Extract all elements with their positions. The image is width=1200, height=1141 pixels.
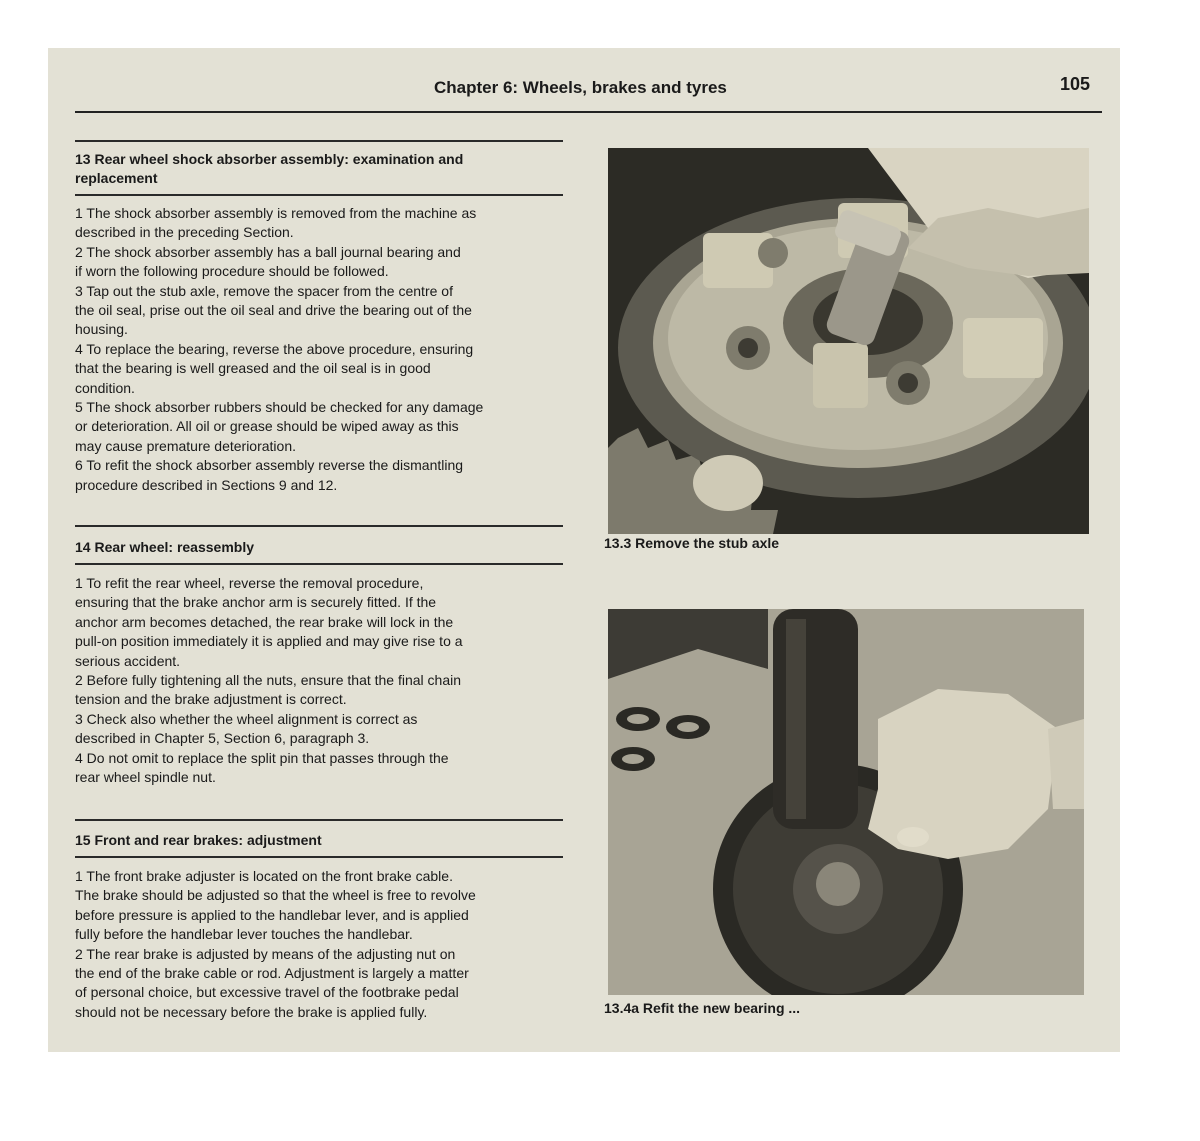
text-line: may cause premature deterioration. [75, 437, 296, 454]
section-13-heading [75, 142, 575, 194]
text-line: 2 The shock absorber assembly has a ball journal bearing and [75, 243, 461, 260]
text-line: the end of the brake cable or rod. Adjustment is largely a matter [75, 965, 469, 982]
text-line: 1 The shock absorber assembly is removed from the machine as [75, 205, 477, 221]
text-line: of personal choice, but excessive travel of the footbrake pedal [75, 984, 459, 1001]
heading-line: replacement [75, 170, 158, 186]
photo-stub-axle-illustration [608, 148, 1089, 534]
text-line: 1 The front brake adjuster is located on the front brake cable. [75, 868, 453, 884]
heading-line: 14 Rear wheel: reassembly [75, 539, 254, 555]
section-13 [75, 140, 575, 495]
photo-refit-bearing [608, 609, 1084, 995]
text-line: serious accident. [75, 652, 181, 669]
section-15 [75, 819, 575, 1022]
text-line: or deterioration. All oil or grease should be wiped away as this [75, 418, 459, 435]
heading-line: 15 Front and rear brakes: adjustment [75, 832, 322, 848]
text-line: 6 To refit the shock absorber assembly reverse the dismantling [75, 457, 464, 474]
text-line: before pressure is applied to the handlebar lever, and is applied [75, 906, 469, 923]
text-line: condition. [75, 379, 135, 396]
text-line: housing. [75, 321, 128, 338]
text-line: described in the preceding Section. [75, 224, 294, 241]
text-line: tension and the brake adjustment is correct. [75, 691, 347, 708]
text-line: 2 Before fully tightening all the nuts, ensure that the final chain [75, 672, 462, 689]
text-line: rear wheel spindle nut. [75, 769, 216, 786]
text-line: 1 To refit the rear wheel, reverse the removal procedure, [75, 575, 424, 591]
text-line: 5 The shock absorber rubbers should be checked for any damage [75, 399, 484, 416]
section-14-heading [75, 527, 575, 563]
figure-caption-13-3: 13.3 Remove the stub axle [604, 535, 780, 551]
text-line: 2 The rear brake is adjusted by means of the adjusting nut on [75, 945, 456, 962]
chapter-title: Chapter 6: Wheels, brakes and tyres [434, 78, 727, 97]
text-line: The brake should be adjusted so that the wheel is free to revolve [75, 887, 476, 904]
section-15-body [75, 858, 575, 1022]
text-line: should not be necessary before the brake is applied fully. [75, 1003, 428, 1020]
text-line: described in Chapter 5, Section 6, paragraph 3. [75, 730, 370, 747]
photo-refit-bearing-illustration [608, 609, 1084, 995]
photo-stub-axle [608, 148, 1089, 534]
page-number: 105 [1059, 74, 1090, 94]
text-line: that the bearing is well greased and the oil seal is in good [75, 360, 431, 377]
text-line: pull-on position immediately it is applied and may give rise to a [75, 633, 463, 650]
text-line: the oil seal, prise out the oil seal and drive the bearing out of the [75, 302, 472, 319]
section-14 [75, 525, 575, 787]
text-line: ensuring that the brake anchor arm is securely fitted. If the [75, 594, 437, 611]
text-line: anchor arm becomes detached, the rear brake will lock in the [75, 613, 454, 630]
section-13-body [75, 196, 575, 495]
figure-caption-13-4a: 13.4a Refit the new bearing ... [604, 1000, 801, 1016]
text-line: 4 Do not omit to replace the split pin that passes through the [75, 749, 449, 766]
section-15-heading [75, 821, 575, 856]
header-divider [75, 111, 1102, 113]
heading-line: 13 Rear wheel shock absorber assembly: examination and [75, 151, 464, 167]
text-line: 4 To replace the bearing, reverse the above procedure, ensuring [75, 340, 474, 357]
text-line: fully before the handlebar lever touches the handlebar. [75, 926, 413, 943]
book-page [48, 48, 1120, 1052]
text-line: 3 Check also whether the wheel alignment is correct as [75, 710, 418, 727]
section-14-body [75, 565, 575, 787]
text-line: 3 Tap out the stub axle, remove the spacer from the centre of [75, 282, 453, 299]
text-line: procedure described in Sections 9 and 12. [75, 476, 338, 493]
text-line: if worn the following procedure should be followed. [75, 263, 389, 280]
